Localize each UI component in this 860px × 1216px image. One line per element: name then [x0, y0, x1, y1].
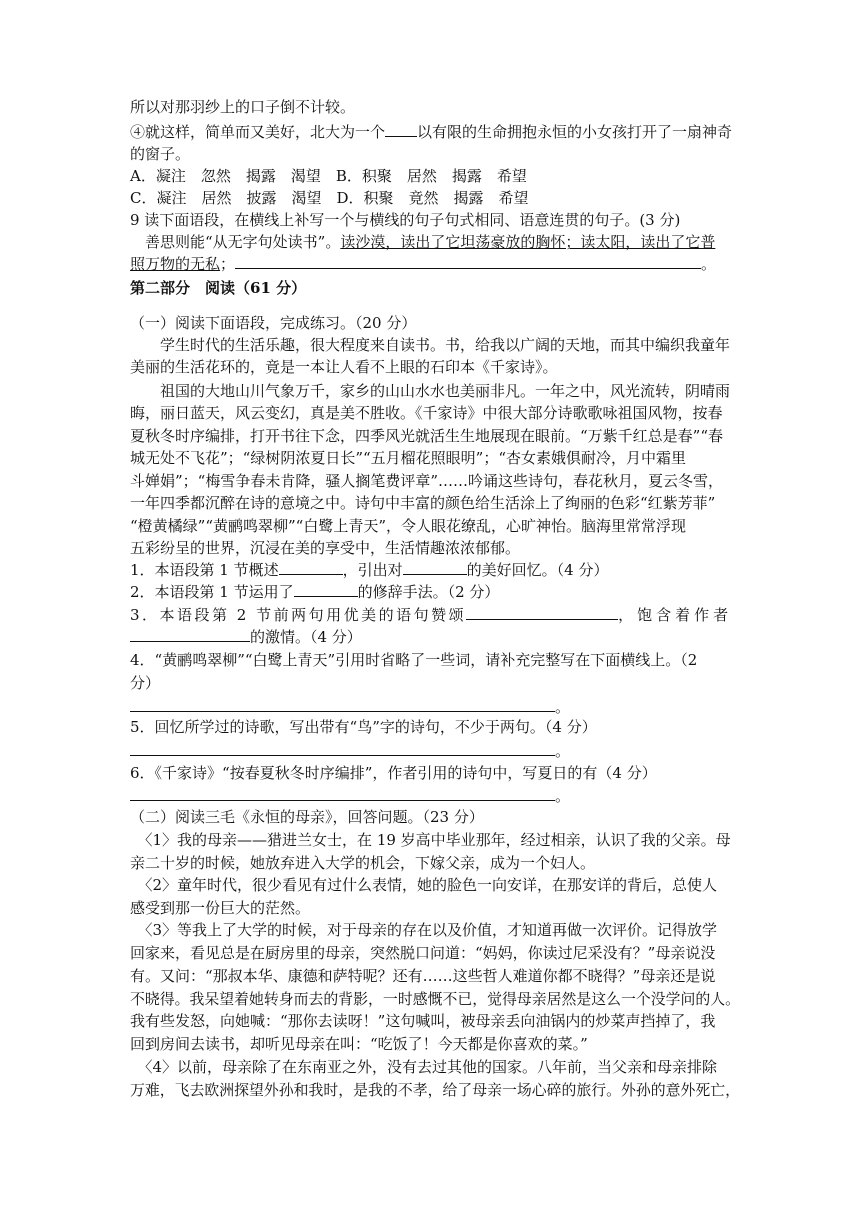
answer-line[interactable]: [235, 253, 701, 269]
question-3: [130, 604, 732, 626]
text-segment: 。: [555, 698, 571, 716]
passage-line: 回家来，看见总是在厨房里的母亲，突然脱口问道：“妈妈，你读过尼采没有？”母亲说没: [130, 944, 716, 962]
question-9: 9 读下面语段，在横线上补写一个与横线的句子句式相同、语意连贯的句子。(3 分): [130, 211, 681, 229]
question-6: 6．《千家诗》“按春夏秋冬时序编排”，作者引用的诗句中，写夏日的有（4 分）: [130, 764, 657, 782]
passage-line: 〈4〉以前，母亲除了在东南亚之外，没有去过其他的国家。八年前，当父亲和母亲排除: [130, 1058, 718, 1076]
passage-line: 学生时代的生活乐趣，很大程度来自读书。书，给我以广阔的天地，而其中编织我童年: [130, 336, 731, 354]
fill-blank[interactable]: [403, 559, 467, 575]
answer-row: [130, 785, 570, 807]
section-heading: 第二部分 阅读（61 分）: [130, 279, 307, 297]
passage-line: 美丽的生活花环的，竟是一本让人看不上眼的石印本《千家诗》。: [130, 358, 558, 376]
answer-line[interactable]: [130, 740, 555, 756]
text-segment: 。: [701, 255, 717, 273]
option-c-d: C．凝注 居然 披露 渴望 D．积聚 竟然 揭露 希望: [130, 189, 529, 207]
question-5: 5．回忆所学过的诗歌，写出带有“鸟”字的诗句，不少于两句。（4 分）: [130, 718, 597, 736]
passage-line: 夏秋冬时序编排，打开书往下念，四季风光就活生生地展现在眼前。“万紫千红总是春”“春: [130, 427, 724, 445]
option-a-b: A．凝注 忽然 揭露 渴望 B．积聚 居然 揭露 希望: [130, 167, 527, 185]
fill-blank[interactable]: [294, 581, 358, 597]
text-segment: 。: [555, 787, 571, 805]
text-segment: 3．本语段第 2 节前两句用优美的语句赞颂: [130, 606, 467, 624]
passage-line: “橙黄橘绿”“黄鹂鸣翠柳”“白鹭上青天”，令人眼花缭乱，心旷神怡。脑海里常常浮现: [130, 517, 687, 535]
fill-blank[interactable]: [130, 626, 250, 642]
passage-line: 祖国的大地山川气象万千，家乡的山山水水也美丽非凡。一年之中，风光流转，阴晴雨: [130, 382, 731, 400]
passage-line: 城无处不飞花”；“绿树阴浓夏日长”“五月榴花照眼明”；“杏女素娥俱耐冷，月中霜里: [130, 449, 687, 467]
answer-row: [130, 696, 570, 718]
question-3-cont: [130, 626, 362, 648]
question-4: 4．“黄鹂鸣翠柳”“白鹭上青天”引用时省略了一些词，请补充完整写在下面横线上。（2: [130, 651, 698, 669]
question-9-text: [130, 253, 716, 275]
text-segment: 1．本语段第 1 节概述: [130, 561, 279, 579]
text-segment: 。: [555, 742, 571, 760]
fill-blank[interactable]: [279, 559, 343, 575]
answer-row: [130, 740, 570, 762]
passage-line: 〈2〉童年时代，很少看见有过什么表情，她的脸色一向安详，在那安详的背后，总使人: [130, 876, 718, 894]
question-1: [130, 559, 608, 581]
passage-line: 亲二十岁的时候，她放弃进入大学的机会，下嫁父亲，成为一个妇人。: [130, 854, 596, 872]
subsection-heading: （一）阅读下面语段，完成练习。（20 分）: [130, 314, 417, 332]
question-4-cont: 分）: [130, 674, 161, 692]
passage-line: 感受到那一份巨大的茫然。: [130, 899, 311, 917]
text-line: 的窗子。: [130, 145, 191, 163]
text-segment: 的激情。（4 分）: [250, 628, 362, 646]
text-segment: 2．本语段第 1 节运用了: [130, 583, 294, 601]
passage-line: 晦，丽日蓝天，风云变幻，真是美不胜收。《千家诗》中很大部分诗歌歌咏祖国风物，按春: [130, 404, 723, 422]
underlined-sentence: 照万物的无私: [130, 255, 221, 273]
text-segment: 的美好回忆。（4 分）: [466, 561, 609, 579]
subsection-heading: （二）阅读三毛《永恒的母亲》，回答问题。（23 分）: [130, 808, 484, 826]
text-segment: ；: [220, 255, 236, 273]
passage-line: 我有些发怒，向她喊：“那你去读呀！”这句喊叫，被母亲丢向油锅内的炒菜声挡掉了，我: [130, 1012, 716, 1030]
text-segment: ④就这样，简单而又美好，北大为一个: [130, 123, 386, 141]
answer-line[interactable]: [130, 696, 555, 712]
passage-line: 万难，飞去欧洲探望外孙和我时，是我的不孝，给了母亲一场心碎的旅行。外孙的意外死亡，: [130, 1081, 741, 1099]
text-line: 所以对那羽纱上的口子倒不计较。: [130, 98, 356, 116]
passage-line: 不晓得。我呆望着她转身而去的背影，一时感慨不已，觉得母亲居然是这么一个没学问的人。: [130, 990, 741, 1008]
passage-line: 一年四季都沉醉在诗的意境之中。诗句中丰富的颜色给生活涂上了绚丽的色彩“红紫芳菲”: [130, 494, 716, 512]
question-2: [130, 581, 499, 603]
passage-line: 回到房间去读书，却听见母亲在叫：“吃饭了！今天都是你喜欢的菜。”: [130, 1035, 588, 1053]
fill-blank[interactable]: [466, 604, 618, 620]
passage-line: 〈1〉我的母亲——猎进兰女士，在 19 岁高中毕业那年，经过相亲，认识了我的父亲。母: [130, 831, 731, 849]
text-segment: ，引出对: [342, 561, 403, 579]
text-segment: 善思则能“从无字句处读书”。: [130, 233, 341, 251]
passage-line: 五彩纷呈的世界，沉浸在美的享受中，生活情趣浓浓郁郁。: [130, 539, 521, 557]
passage-line: 有。又问：“那叔本华、康德和萨特呢？还有……这些哲人难道你都不晓得？”母亲还是说: [130, 967, 716, 985]
passage-line: 斗婵娟”；“梅雪争春未肯降，骚人搁笔费评章”……吟诵这些诗句，春花秋月，夏云冬雪，: [130, 472, 724, 490]
text-segment: ，饱含着作者: [618, 606, 733, 624]
passage-line: 〈3〉等我上了大学的时候，对于母亲的存在以及价值，才知道再做一次评价。记得放学: [130, 921, 718, 939]
answer-line[interactable]: [130, 785, 555, 801]
text-segment: 以有限的生命拥抱永恒的小女孩打开了一扇神奇: [417, 123, 733, 141]
question-9-text: [130, 231, 715, 253]
text-segment: 的修辞手法。（2 分）: [357, 583, 500, 601]
underlined-sentence: 读沙漠，读出了它坦荡豪放的胸怀；读太阳，读出了它普: [340, 233, 716, 251]
fill-blank[interactable]: [385, 121, 417, 137]
question-8-item-4: [130, 121, 732, 143]
